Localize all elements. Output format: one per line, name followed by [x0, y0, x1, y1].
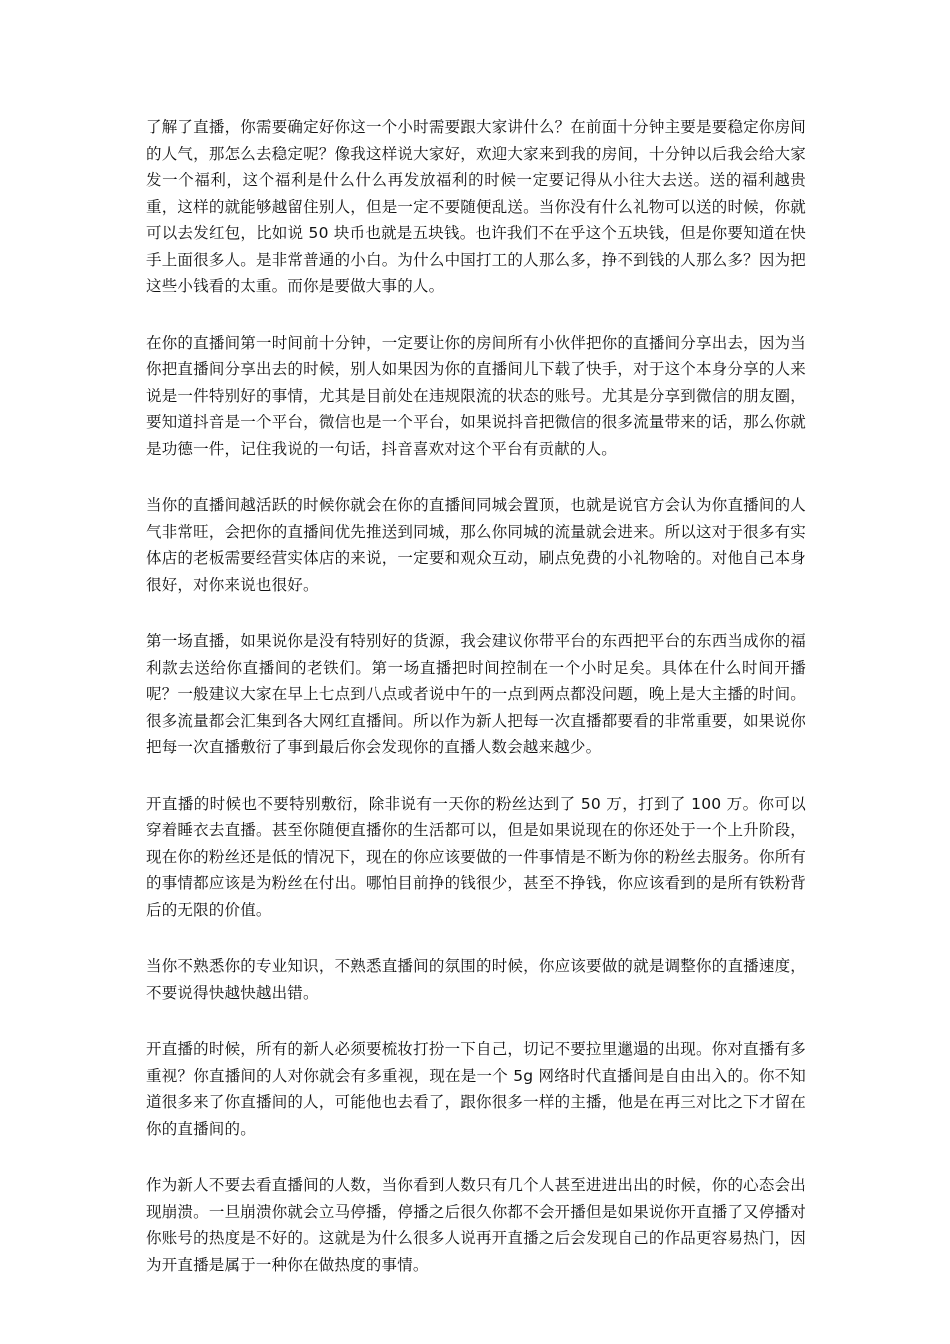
paragraph-2: 在你的直播间第一时间前十分钟，一定要让你的房间所有小伙伴把你的直播间分享出去，因为当你把直播间分享出去的时候，别人如果因为你的直播间儿下载了快手，对于这个本身分享的人来说是一件特别好的事情，尤其是目前处在违规限流的状态的账号。尤其是分享到微信的朋友圈，要知道抖音是一个平台，微信也是一个平台，如果说抖音把微信的很多流量带来的话，那么你就是功德一件，记住我说的一句话，抖音喜欢对这个平台有贡献的人。 — [146, 333, 806, 458]
paragraph-7: 开直播的时候，所有的新人必须要梳妆打扮一下自己，切记不要拉里邋遢的出现。你对直播有多重视？你直播间的人对你就会有多重视，现在是一个 5g 网络时代直播间是自由出入的。你不知道很多来了你直播间的人，可能他也去看了，跟你很多一样的主播，他是在再三对比之下才留在你的直播间的。 — [146, 1040, 806, 1138]
paragraph-3: 当你的直播间越活跃的时候你就会在你的直播间同城会置顶，也就是说官方会认为你直播间的人气非常旺，会把你的直播间优先推送到同城，那么你同城的流量就会进来。所以这对于很多有实体店的老板需要经营实体店的来说，一定要和观众互动，刷点免费的小礼物啥的。对他自己本身很好，对你来说也很好。 — [146, 496, 806, 594]
paragraph-1: 了解了直播，你需要确定好你这一个小时需要跟大家讲什么？在前面十分钟主要是要稳定你房间的人气，那怎么去稳定呢？像我这样说大家好，欢迎大家来到我的房间，十分钟以后我会给大家发一个福利，这个福利是什么什么再发放福利的时候一定要记得从小往大去送。送的福利越贵重，这样的就能够越留住别人，但是一定不要随便乱送。当你没有什么礼物可以送的时候，你就可以去发红包，比如说 50 块币也就是五块钱。也许我们不在乎这个五块钱，但是你要知道在快手上面很多人。是非常普通的小白。为什么中国打工的人那么多，挣不到钱的人那么多？因为把这些小钱看的太重。而你是要做大事的人。 — [146, 118, 806, 295]
paragraph-6: 当你不熟悉你的专业知识，不熟悉直播间的氛围的时候，你应该要做的就是调整你的直播速度，不要说得快越快越出错。 — [146, 957, 806, 1002]
paragraph-8: 作为新人不要去看直播间的人数，当你看到人数只有几个人甚至进进出出的时候，你的心态会出现崩溃。一旦崩溃你就会立马停播，停播之后很久你都不会开播但是如果说你开直播了又停播对你账号的热度是不好的。这就是为什么很多人说再开直播之后会发现自己的作品更容易热门，因为开直播是属于一种你在做热度的事情。 — [146, 1176, 806, 1274]
paragraph-4: 第一场直播，如果说你是没有特别好的货源，我会建议你带平台的东西把平台的东西当成你的福利款去送给你直播间的老铁们。第一场直播把时间控制在一个小时足矣。具体在什么时间开播呢？一般建议大家在早上七点到八点或者说中午的一点到两点都没问题，晚上是大主播的时间。很多流量都会汇集到各大网红直播间。所以作为新人把每一次直播都要看的非常重要，如果说你把每一次直播敷衍了事到最后你会发现你的直播人数会越来越少。 — [146, 632, 806, 756]
document-body — [146, 114, 806, 1308]
paragraph-5: 开直播的时候也不要特别敷衍，除非说有一天你的粉丝达到了 50 万，打到了 100 万。你可以穿着睡衣去直播。甚至你随便直播你的生活都可以，但是如果说现在的你还处于一个上升阶段，现在你的粉丝还是低的情况下，现在的你应该要做的一件事情是不断为你的粉丝去服务。你所有的事情都应该是为粉丝在付出。哪怕目前挣的钱很少，甚至不挣钱，你应该看到的是所有铁粉背后的无限的价值。 — [146, 794, 806, 919]
